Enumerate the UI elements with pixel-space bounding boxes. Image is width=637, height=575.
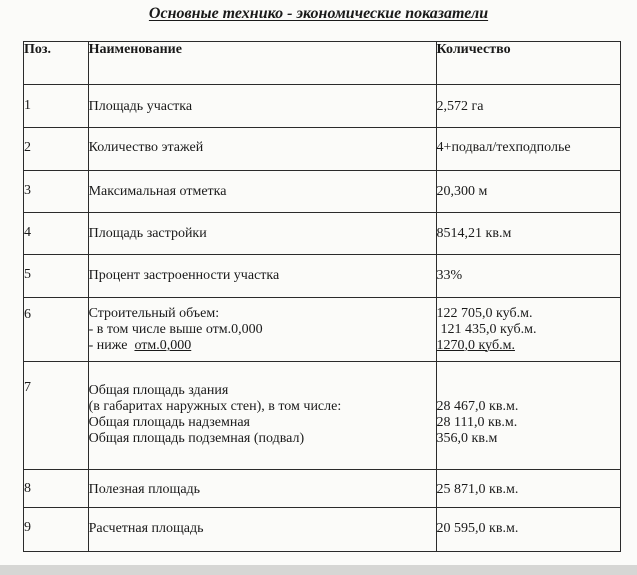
indicators-table <box>23 41 621 552</box>
row-qty: 20 595,0 кв.м. <box>436 508 620 552</box>
row-name: Расчетная площадь <box>88 508 436 552</box>
row-pos: 8 <box>24 470 89 508</box>
row-pos: 3 <box>24 171 89 213</box>
row-name: Полезная площадь <box>88 470 436 508</box>
row-qty: 28 467,0 кв.м. 28 111,0 кв.м. 356,0 кв.м <box>436 362 620 470</box>
row-pos: 2 <box>24 128 89 171</box>
row-pos: 1 <box>24 85 89 128</box>
row-qty: 4+подвал/техподполье <box>436 128 620 171</box>
row-name: Количество этажей <box>88 128 436 171</box>
row-name: Максимальная отметка <box>88 171 436 213</box>
row-name: Строительный объем: - в том числе выше отм.0,000 - ниже отм.0,000 <box>88 298 436 362</box>
row-name: Площадь участка <box>88 85 436 128</box>
row-qty: 25 871,0 кв.м. <box>436 470 620 508</box>
row-pos: 4 <box>24 213 89 255</box>
row-name: Площадь застройки <box>88 213 436 255</box>
table-row <box>24 255 621 298</box>
table-row <box>24 508 621 552</box>
row-qty: 122 705,0 куб.м. 121 435,0 куб.м. 1270,0 куб.м. <box>436 298 620 362</box>
table-header-row <box>24 42 621 85</box>
row-qty: 33% <box>436 255 620 298</box>
row-pos: 9 <box>24 508 89 552</box>
row-name: Процент застроенности участка <box>88 255 436 298</box>
row-pos: 6 <box>24 298 89 362</box>
table-row <box>24 171 621 213</box>
page-title: Основные технико - экономические показатели <box>148 5 489 22</box>
table-row <box>24 128 621 171</box>
row-name: Общая площадь здания (в габаритах наружных стен), в том числе: Общая площадь надземная Общая площадь подземная (подвал) <box>88 362 436 470</box>
row-qty: 2,572 га <box>436 85 620 128</box>
row-qty: 20,300 м <box>436 171 620 213</box>
header-qty: Количество <box>436 42 620 85</box>
table-row <box>24 85 621 128</box>
table-row <box>24 213 621 255</box>
table-row <box>24 298 621 362</box>
row-pos: 5 <box>24 255 89 298</box>
header-pos: Поз. <box>24 42 89 85</box>
table-row <box>24 362 621 470</box>
scan-edge <box>0 565 637 575</box>
row-pos: 7 <box>24 362 89 470</box>
header-name: Наименование <box>88 42 436 85</box>
row-qty: 8514,21 кв.м <box>436 213 620 255</box>
table-row <box>24 470 621 508</box>
